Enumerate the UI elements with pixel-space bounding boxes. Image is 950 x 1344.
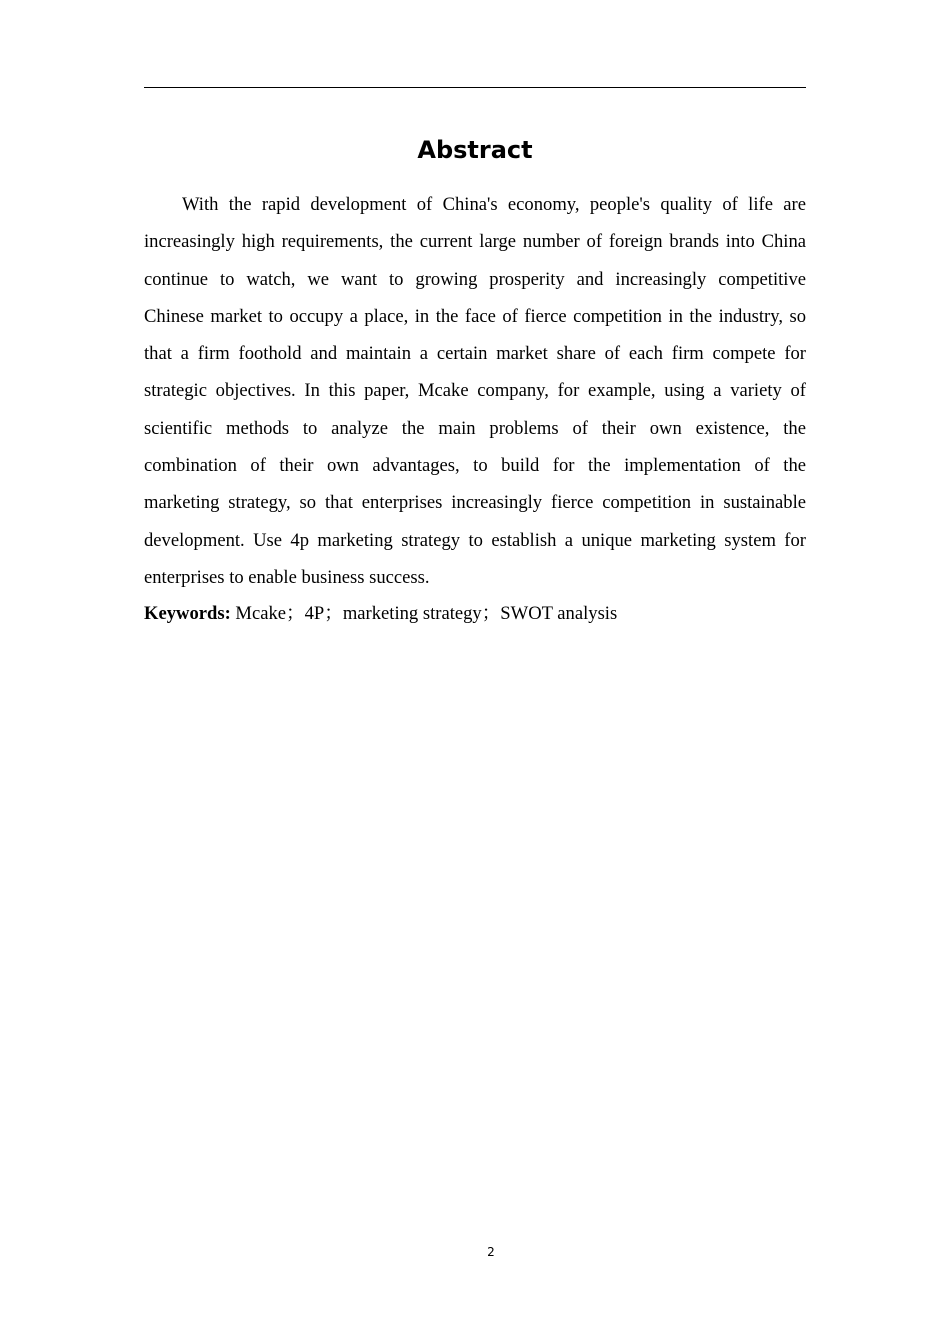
keywords-label: Keywords: <box>144 603 231 624</box>
abstract-line: Chinese market to occupy a place, in the face of fierce competition in the industry, so <box>144 305 806 327</box>
abstract-line: combination of their own advantages, to build for the implementation of the <box>144 455 806 477</box>
keywords <box>144 598 806 630</box>
header-rule <box>144 87 806 88</box>
abstract-line: that a firm foothold and maintain a certain market share of each firm compete for <box>144 343 806 365</box>
abstract-line: marketing strategy, so that enterprises increasingly fierce competition in sustainable <box>144 492 806 514</box>
abstract-line: With the rapid development of China's economy, people's quality of life are <box>182 194 806 215</box>
abstract-line: increasingly high requirements, the current large number of foreign brands into China <box>144 231 806 253</box>
abstract-line: strategic objectives. In this paper, Mcake company, for example, using a variety of <box>144 380 806 402</box>
abstract-line: enterprises to enable business success. <box>144 566 430 588</box>
keywords-value: Mcake；4P；marketing strategy；SWOT analysis <box>230 603 618 624</box>
page-number: 2 <box>487 1245 495 1259</box>
abstract-line: continue to watch, we want to growing prosperity and increasingly competitive <box>144 268 806 290</box>
section-title: Abstract <box>417 136 533 164</box>
abstract-line: scientific methods to analyze the main problems of their own existence, the <box>144 417 806 439</box>
abstract-line: development. Use 4p marketing strategy to establish a unique marketing system for <box>144 529 806 551</box>
abstract-paragraph <box>144 186 806 596</box>
